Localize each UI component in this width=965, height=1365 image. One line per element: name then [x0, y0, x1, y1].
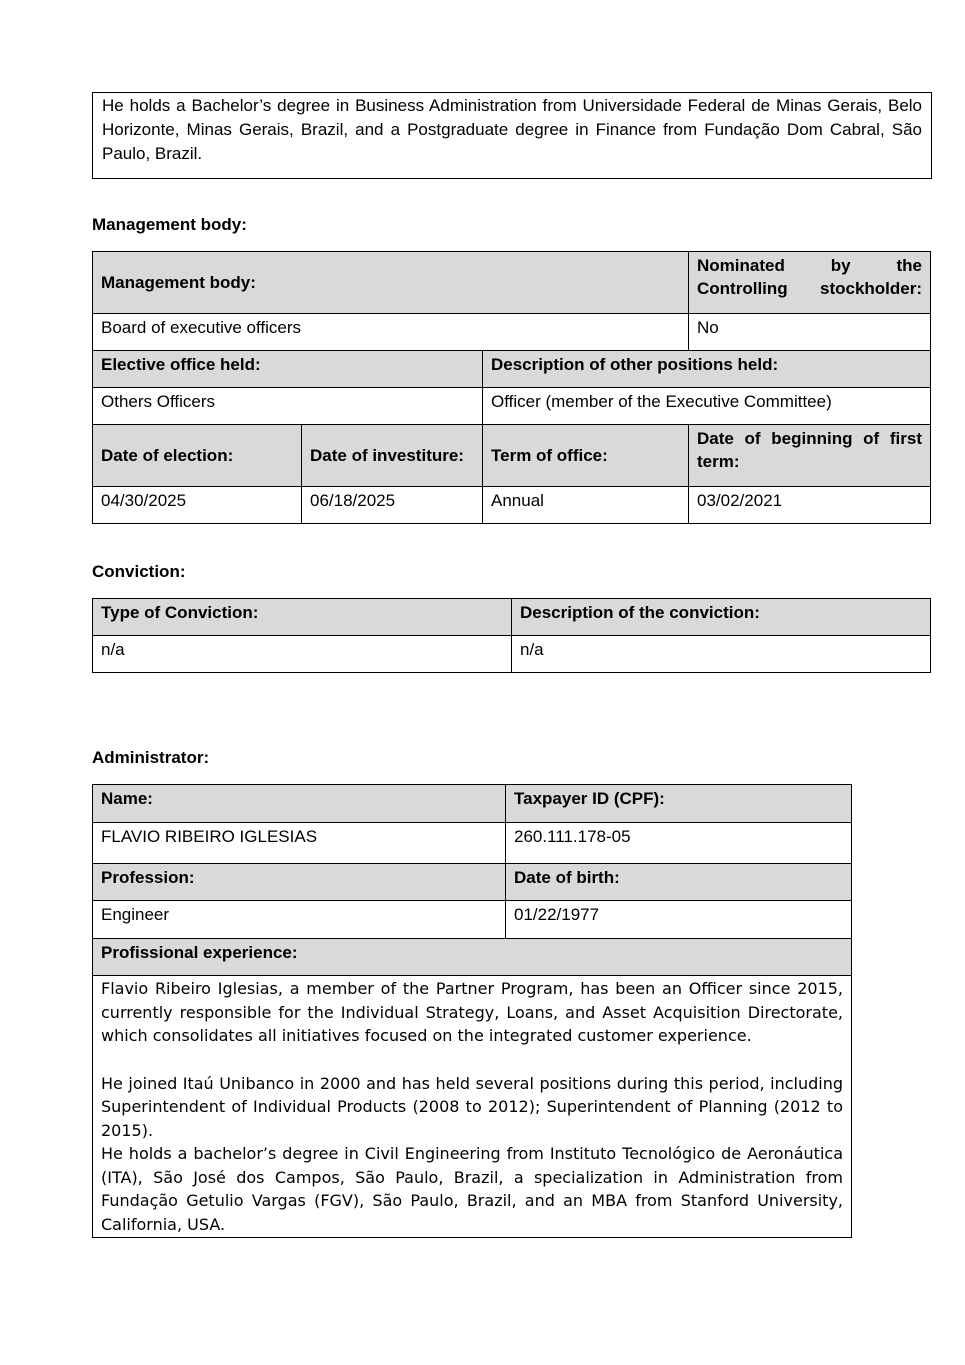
birth-date-value: 01/22/1977 [506, 901, 852, 939]
intro-text: He holds a Bachelor’s degree in Business Administration from Universidade Federal de Minas Gerais, Belo Horizonte, Minas Gerais, Brazil, and a Postgraduate degree in Finance from Fundação Dom Cabral, São Paulo, Brazil. [102, 96, 922, 163]
conviction-table [92, 598, 931, 673]
management-body-value: Board of executive officers [93, 314, 689, 351]
conviction-type-value: n/a [93, 636, 512, 673]
elective-office-label: Elective office held: [93, 351, 483, 388]
first-term-value: 03/02/2021 [689, 487, 931, 524]
investiture-date-value: 06/18/2025 [302, 487, 483, 524]
election-date-label: Date of election: [93, 425, 302, 487]
other-positions-label: Description of other positions held: [483, 351, 931, 388]
conviction-type-label: Type of Conviction: [93, 599, 512, 636]
elective-office-value: Others Officers [93, 388, 483, 425]
management-table [92, 251, 931, 524]
management-body-label: Management body: [93, 252, 689, 314]
nominated-label: Nominated by the Controlling stockholder: [689, 252, 931, 314]
investiture-date-label: Date of investiture: [302, 425, 483, 487]
experience-label: Profissional experience: [93, 939, 852, 976]
other-positions-value: Officer (member of the Executive Committee) [483, 388, 931, 425]
election-date-value: 04/30/2025 [93, 487, 302, 524]
term-label: Term of office: [483, 425, 689, 487]
conviction-description-label: Description of the conviction: [512, 599, 931, 636]
term-value: Annual [483, 487, 689, 524]
experience-paragraph-1: Flavio Ribeiro Iglesias, a member of the Partner Program, has been an Officer since 2015, currently responsible for the Individual Strategy, Loans, and Asset Acquisition Directorate, which consolidates all initiatives focused on the integrated customer experience. [101, 979, 843, 1045]
birth-date-label: Date of birth: [506, 864, 852, 901]
experience-paragraph-2: He joined Itaú Unibanco in 2000 and has held several positions during this period, including Superintendent of Individual Products (2008 to 2012); Superintendent of Planning (2012 to 2015). [101, 1073, 843, 1140]
conviction-description-value: n/a [512, 636, 931, 673]
first-term-label: Date of beginning of first term: [689, 425, 931, 487]
nominated-value: No [689, 314, 931, 351]
profession-value: Engineer [93, 901, 506, 939]
administrator-heading: Administrator: [92, 748, 210, 767]
management-heading: Management body: [92, 215, 247, 234]
intro-text-box [92, 92, 932, 179]
cpf-value: 260.111.178-05 [506, 823, 852, 864]
name-value: FLAVIO RIBEIRO IGLESIAS [93, 823, 506, 864]
profession-label: Profession: [93, 864, 506, 901]
cpf-label: Taxpayer ID (CPF): [506, 785, 852, 823]
conviction-heading: Conviction: [92, 562, 186, 581]
administrator-table [92, 784, 852, 1238]
experience-text-cell [93, 976, 852, 1238]
experience-paragraph-3: He holds a bachelor’s degree in Civil Engineering from Instituto Tecnológico de Aeronáutica (ITA), São José dos Campos, São Paulo, Brazil, a specialization in Administration from Fundação Getulio Vargas (FGV), São Paulo, Brazil, and an MBA from Stanford University, California, USA. [101, 1144, 843, 1234]
name-label: Name: [93, 785, 506, 823]
